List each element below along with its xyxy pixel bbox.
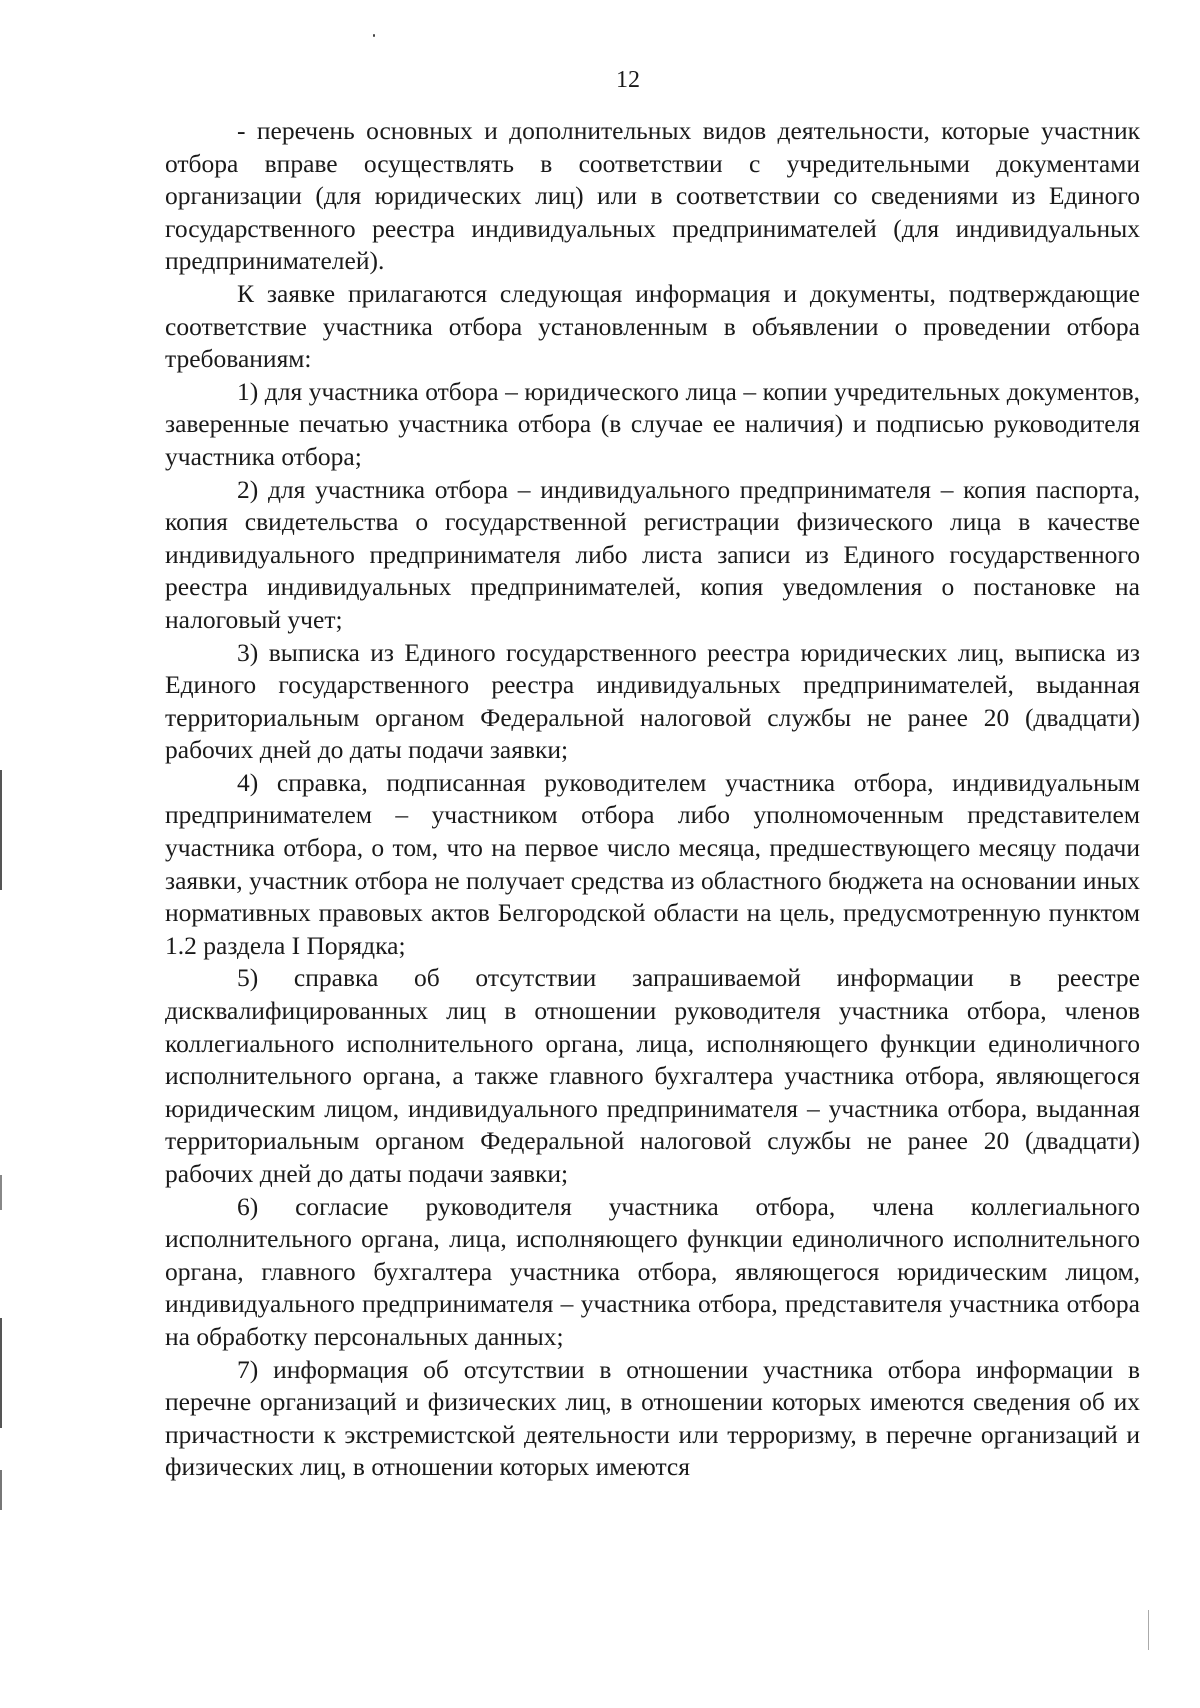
scan-edge-mark [0,1470,2,1510]
scan-edge-mark [0,770,2,890]
document-body [165,115,1140,1484]
paragraph-activities-list: - перечень основных и дополнительных видов деятельности, которые участник отбора вправе осуществлять в соответствии с учредительными документами организации (для юридических лиц) или в соответствии со сведениями из Единого государственного реестра индивидуальных предпринимателей (для индивидуальных предпринимателей). [165,116,1140,276]
page-number: 12 [616,67,640,93]
scan-edge-mark [0,1175,2,1210]
scan-edge-mark [1148,1610,1149,1650]
list-item-4: 4) справка, подписанная руководителем участника отбора, индивидуальным предпринимателем – участником отбора либо уполномоченным представителем участника отбора, о том, что на первое число месяца, предшествующего месяцу подачи заявки, участник отбора не получает средства из областного бюджета на основании иных нормативных правовых актов Белгородской области на цель, предусмотренную пунктом 1.2 раздела I Порядка; [165,767,1140,960]
list-item-3: 3) выписка из Единого государственного реестра юридических лиц, выписка из Единого государственного реестра индивидуальных предпринимателей, выданная территориальным органом Федеральной налоговой службы не ранее 20 (двадцати) рабочих дней до даты подачи заявки; [165,637,1140,765]
list-item-2: 2) для участника отбора – индивидуального предпринимателя – копия паспорта, копия свидетельства о государственной регистрации физического лица в качестве индивидуального предпринимателя либо листа записи из Единого государственного реестра индивидуальных предпринимателей, копия уведомления о постановке на налоговый учет; [165,474,1140,634]
list-item-1: 1) для участника отбора – юридического лица – копии учредительных документов, заверенные печатью участника отбора (в случае ее наличия) и подписью руководителя участника отбора; [165,376,1140,471]
list-item-5: 5) справка об отсутствии запрашиваемой информации в реестре дисквалифицированных лиц в отношении руководителя участника отбора, членов коллегиального исполнительного органа, лица, исполняющего функции единоличного исполнительного органа, а также главного бухгалтера участника отбора, являющегося юридическим лицом, индивидуального предпринимателя – участника отбора, выданная территориальным органом Федеральной налоговой службы не ранее 20 (двадцати) рабочих дней до даты подачи заявки; [165,963,1140,1188]
scan-edge-mark [0,1318,2,1428]
paragraph-attachments-intro: К заявке прилагаются следующая информация и документы, подтверждающие соответствие участника отбора установленным в объявлении о проведении отбора требованиям: [165,278,1140,374]
scan-speck [373,34,375,37]
list-item-6: 6) согласие руководителя участника отбора, члена коллегиального исполнительного органа, лица, исполняющего функции единоличного исполнительного органа, главного бухгалтера участника отбора, являющегося юридическим лицом, индивидуального предпринимателя – участника отбора, представителя участника отбора на обработку персональных данных; [165,1191,1140,1351]
list-item-7: 7) информация об отсутствии в отношении участника отбора информации в перечне организаций и физических лиц, в отношении которых имеются сведения об их причастности к экстремистской деятельности или терроризму, в перечне организаций и физических лиц, в отношении которых имеются [165,1354,1140,1482]
